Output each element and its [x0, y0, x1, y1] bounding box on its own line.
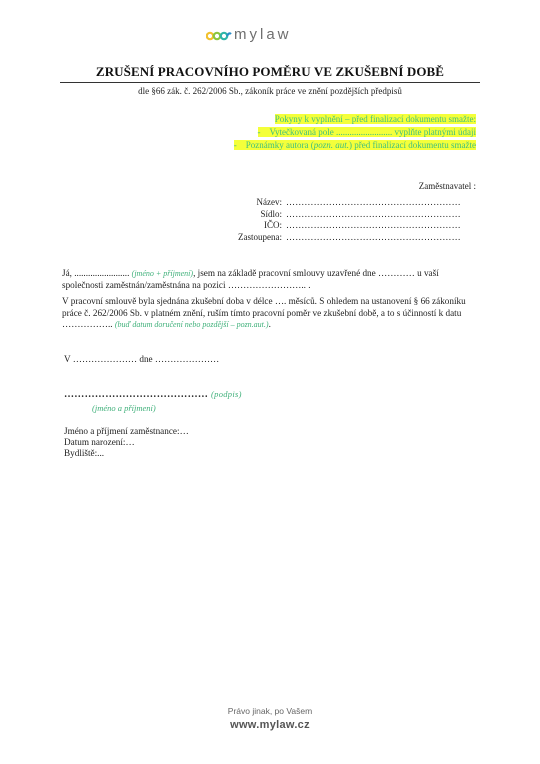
employer-field-seat: Sídlo: …………………………………………………	[260, 208, 461, 219]
document-title: ZRUŠENÍ PRACOVNÍHO POMĚRU VE ZKUŠEBNÍ DOBĚ	[95, 64, 445, 79]
employee-birth-date: Datum narození:…	[64, 437, 135, 447]
employer-field-name: Název: …………………………………………………	[256, 197, 461, 207]
employer-field-ico: IČO: …………………………………………………	[264, 220, 461, 230]
document-subtitle: dle §66 zák. č. 262/2006 Sb., zákoník práce ve znění pozdějších předpisů	[138, 86, 402, 96]
author-note: (buď datum doručení nebo pozdější – pozn.aut.)	[114, 320, 269, 330]
footer-website-link[interactable]: www.mylaw.cz	[230, 719, 310, 731]
employer-field-representative: Zastoupena: …………………………………………………	[238, 231, 461, 242]
employee-info	[64, 426, 189, 459]
title-divider	[60, 82, 480, 83]
place-date-line: V ………………… dne …………………	[64, 354, 220, 364]
employee-name: Jméno a příjmení zaměstnance:…	[64, 426, 189, 436]
instruction-line: - Poznámky autora (pozn. aut.) před finalizací dokumentu smažte	[233, 140, 476, 150]
employer-fields	[238, 197, 476, 243]
footer	[0, 706, 540, 731]
signature-name-note: (jméno a příjmení)	[92, 403, 156, 413]
paragraph-termination: V pracovní smlouvě byla sjednána zkušební doba v délce …. měsíců. S ohledem na ustanovení § 66 zákoníku práce č. 262/2006 Sb. v platném znění, ruším tímto pracovní poměr ve zkušební době, a to s účinností k datu …………….. (buď datum doručení nebo pozdější – pozn.aut.).	[62, 296, 466, 330]
employee-address: Bydliště:...	[64, 448, 105, 458]
author-note: (jméno + příjmení)	[131, 269, 194, 278]
instruction-line: - Vytečkovaná pole ......................... vyplňte platnými údaji	[257, 127, 476, 137]
mylaw-logo	[206, 26, 292, 44]
logo-text: mylaw	[234, 26, 292, 43]
logo-wave-icon	[206, 28, 232, 42]
signature-line: …………………………………… (podpis)	[64, 389, 242, 400]
instructions-box	[234, 113, 476, 152]
instruction-line: Pokyny k vyplnění – před finalizací dokumentu smažte:	[274, 114, 476, 124]
footer-slogan: Právo jinak, po Vašem	[227, 706, 313, 716]
signature-note: (podpis)	[211, 389, 242, 399]
employer-heading: Zaměstnavatel :	[418, 181, 476, 191]
paragraph-employment: Já, ........................ (jméno + příjmení), jsem na základě pracovní smlouvy uzavřené dne ………… u vaší společnosti zaměstnán/zaměstnána na pozici …………………….. .	[62, 268, 439, 290]
